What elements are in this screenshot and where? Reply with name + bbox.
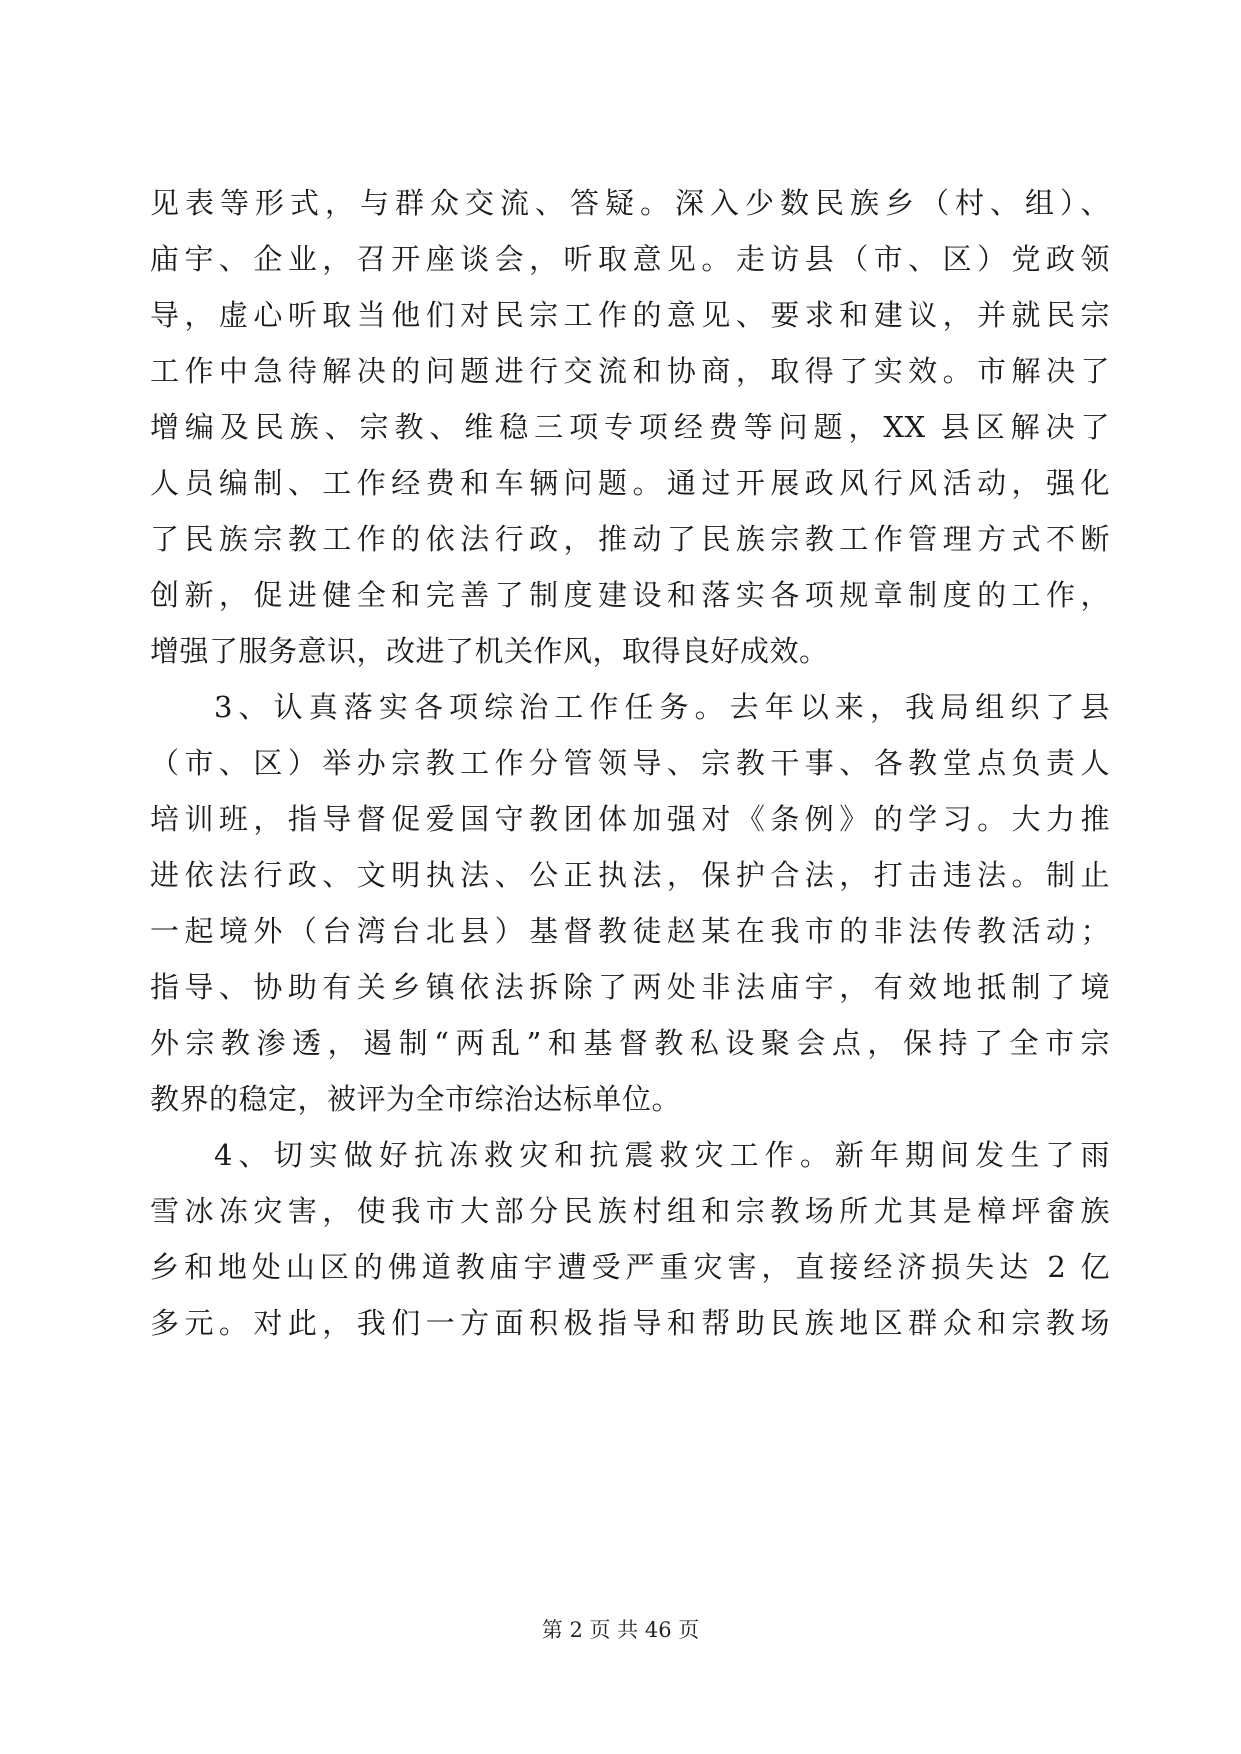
paragraph-item-4	[150, 1127, 1110, 1351]
text-line: 3、认真落实各项综治工作任务。去年以来，我局组织了县	[214, 690, 1110, 724]
text-line: 指导、协助有关乡镇依法拆除了两处非法庙宇，有效地抵制了境	[150, 970, 1110, 1004]
text-line: 人员编制、工作经费和车辆问题。通过开展政风行风活动，强化	[150, 466, 1110, 500]
text-line: 4、切实做好抗冻救灾和抗震救灾工作。新年期间发生了雨	[214, 1138, 1110, 1172]
page-number: 第 2 页 共 46 页	[541, 1618, 700, 1642]
text-line: 增编及民族、宗教、维稳三项专项经费等问题，XX 县区解决了	[150, 410, 1110, 444]
paragraph-item-3	[150, 679, 1110, 1127]
text-line: 培训班，指导督促爱国守教团体加强对《条例》的学习。大力推	[150, 802, 1110, 836]
text-line: 了民族宗教工作的依法行政，推动了民族宗教工作管理方式不断	[150, 522, 1110, 556]
body-text	[150, 175, 1110, 1351]
text-line: 庙宇、企业，召开座谈会，听取意见。走访县（市、区）党政领	[150, 242, 1110, 276]
page-footer	[0, 1614, 1241, 1644]
text-line: 一起境外（台湾台北县）基督教徒赵某在我市的非法传教活动；	[150, 914, 1110, 948]
text-line: 乡和地处山区的佛道教庙宇遭受严重灾害，直接经济损失达 2 亿	[150, 1250, 1110, 1284]
text-line: 雪冰冻灾害，使我市大部分民族村组和宗教场所尤其是樟坪畲族	[150, 1194, 1110, 1228]
text-line: 多元。对此，我们一方面积极指导和帮助民族地区群众和宗教场	[150, 1306, 1110, 1340]
text-line: 见表等形式，与群众交流、答疑。深入少数民族乡（村、组）、	[150, 186, 1110, 220]
text-line: 进依法行政、文明执法、公正执法，保护合法，打击违法。制止	[150, 858, 1110, 892]
text-line: 工作中急待解决的问题进行交流和协商，取得了实效。市解决了	[150, 354, 1110, 388]
text-line: 外宗教渗透，遏制“两乱”和基督教私设聚会点，保持了全市宗	[150, 1026, 1110, 1060]
text-line: 导，虚心听取当他们对民宗工作的意见、要求和建议，并就民宗	[150, 298, 1110, 332]
text-line: 创新，促进健全和完善了制度建设和落实各项规章制度的工作，	[150, 578, 1110, 612]
text-line: 教界的稳定，被评为全市综治达标单位。	[150, 1082, 682, 1116]
paragraph-continued	[150, 175, 1110, 679]
text-line: 增强了服务意识，改进了机关作风，取得良好成效。	[150, 634, 829, 668]
text-line: （市、区）举办宗教工作分管领导、宗教干事、各教堂点负责人	[150, 746, 1110, 780]
